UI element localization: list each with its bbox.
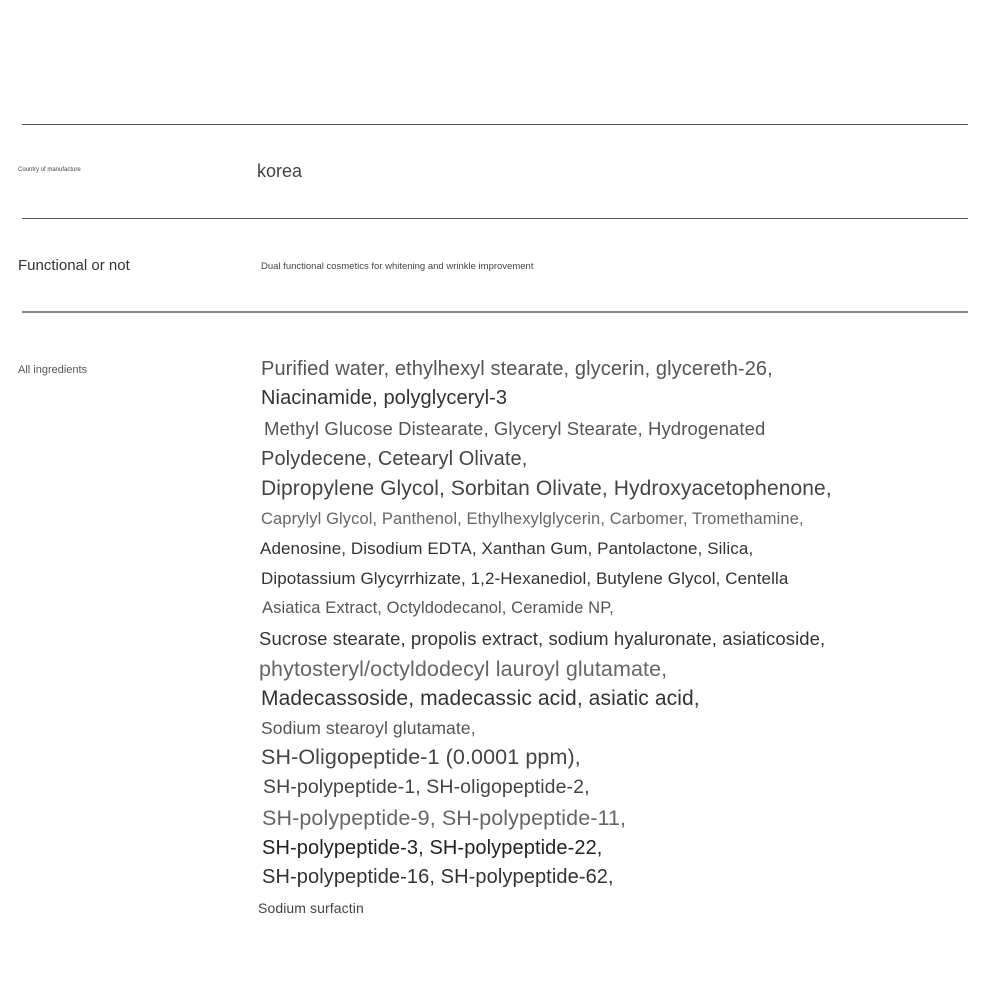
ingredients-label: All ingredients xyxy=(18,364,88,376)
ingredient-line: Dipropylene Glycol, Sorbitan Olivate, Hydroxyacetophenone, xyxy=(261,477,832,500)
ingredient-line: Sucrose stearate, propolis extract, sodium hyaluronate, asiaticoside, xyxy=(259,628,826,649)
ingredient-line: Sodium stearoyl glutamate, xyxy=(261,718,476,738)
functional-label: Functional or not xyxy=(18,257,130,274)
country-label: Country of manufacture xyxy=(18,167,81,173)
ingredient-line: Purified water, ethylhexyl stearate, glycerin, glycereth-26, xyxy=(261,358,773,380)
functional-value: Dual functional cosmetics for whitening and wrinkle improvement xyxy=(261,261,534,272)
ingredient-line: phytosteryl/octyldodecyl lauroyl glutamate, xyxy=(259,657,668,681)
ingredient-line: SH-polypeptide-1, SH-oligopeptide-2, xyxy=(263,776,590,798)
ingredient-line: Caprylyl Glycol, Panthenol, Ethylhexylglycerin, Carbomer, Tromethamine, xyxy=(261,510,804,528)
ingredient-line: Madecassoside, madecassic acid, asiatic acid, xyxy=(261,687,700,710)
ingredient-line: SH-Oligopeptide-1 (0.0001 ppm), xyxy=(261,745,581,769)
divider-top xyxy=(22,124,968,125)
ingredient-line: Adenosine, Disodium EDTA, Xanthan Gum, Pantolactone, Silica, xyxy=(260,539,754,558)
ingredient-line: SH-polypeptide-3, SH-polypeptide-22, xyxy=(262,837,603,859)
ingredient-line: Asiatica Extract, Octyldodecanol, Ceramide NP, xyxy=(262,599,614,617)
ingredient-line: Sodium surfactin xyxy=(258,900,364,916)
divider-functional xyxy=(22,311,968,313)
ingredient-line: SH-polypeptide-16, SH-polypeptide-62, xyxy=(262,866,614,888)
ingredient-line: Polydecene, Cetearyl Olivate, xyxy=(261,448,528,470)
country-value: korea xyxy=(257,161,303,181)
ingredient-line: SH-polypeptide-9, SH-polypeptide-11, xyxy=(262,806,627,830)
ingredient-line: Dipotassium Glycyrrhizate, 1,2-Hexanediol, Butylene Glycol, Centella xyxy=(261,569,789,588)
ingredient-line: Niacinamide, polyglyceryl-3 xyxy=(261,387,508,409)
divider-country xyxy=(22,218,968,219)
ingredient-line: Methyl Glucose Distearate, Glyceryl Stearate, Hydrogenated xyxy=(264,418,766,439)
